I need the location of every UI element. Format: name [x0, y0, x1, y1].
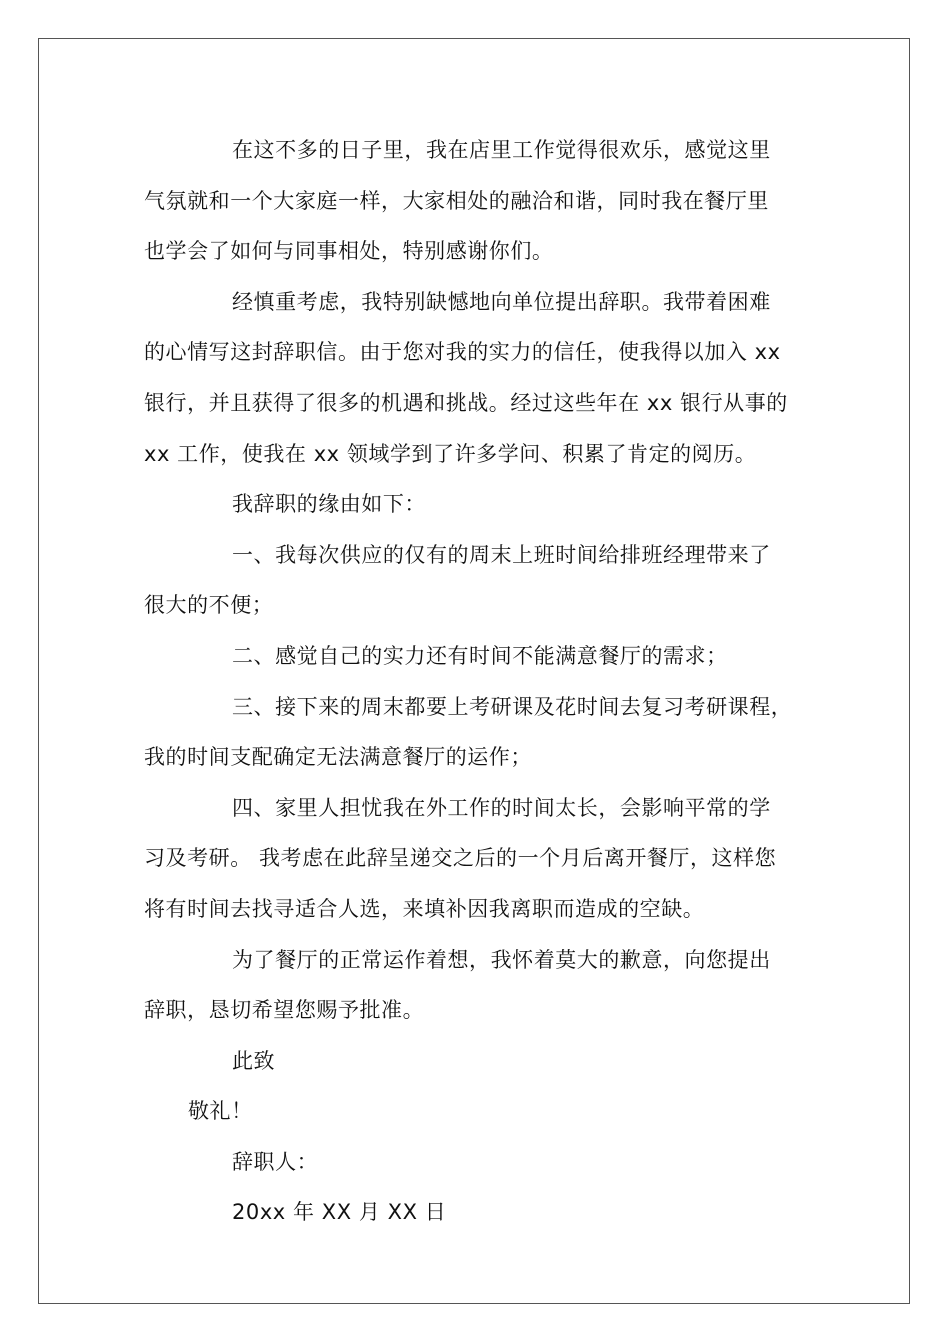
resignation-letter-body: [144, 125, 816, 1238]
reason-item-1-cont: 很大的不便；: [144, 593, 274, 618]
closing-paragraph-cont: 辞职，恳切希望您赐予批准。: [144, 998, 425, 1023]
signature-label: 辞职人：: [232, 1149, 319, 1174]
closing-paragraph: 为了餐厅的正常运作着想，我怀着莫大的歉意，向您提出: [232, 947, 771, 972]
reason-item-3: 三、接下来的周末都要上考研课及花时间去复习考研课程，: [232, 694, 793, 719]
reason-item-2: 二、感觉自己的实力还有时间不能满意餐厅的需求；: [232, 643, 728, 668]
reason-item-4: 四、家里人担忧我在外工作的时间太长，会影响平常的学: [232, 795, 771, 820]
paragraph-line: 气氛就和一个大家庭一样，大家相处的融洽和谐，同时我在餐厅里: [144, 188, 769, 213]
paragraph-line: 也学会了如何与同事相处，特别感谢你们。: [144, 239, 554, 264]
salutation-cizhi: 此致: [232, 1048, 276, 1073]
letter-date: 20xx 年 XX 月 XX 日: [232, 1200, 447, 1225]
reason-item-1: 一、我每次供应的仅有的周末上班时间给排班经理带来了: [232, 542, 771, 567]
paragraph-line: 的心情写这封辞职信。由于您对我的实力的信任，使我得以加入 xx: [144, 340, 781, 365]
paragraph-line: xx 工作，使我在 xx 领域学到了许多学问、积累了肯定的阅历。: [144, 441, 757, 466]
paragraph-line: 银行，并且获得了很多的机遇和挑战。经过这些年在 xx 银行从事的: [144, 390, 788, 415]
paragraph-line: 在这不多的日子里，我在店里工作觉得很欢乐，感觉这里: [232, 138, 771, 162]
reasons-heading: 我辞职的缘由如下：: [232, 492, 426, 517]
paragraph-line: 经慎重考虑，我特别缺憾地向单位提出辞职。我带着困难: [232, 289, 771, 314]
reason-item-3-cont: 我的时间支配确定无法满意餐厅的运作；: [144, 745, 532, 770]
reason-item-4-cont: 习及考研。 我考虑在此辞呈递交之后的一个月后离开餐厅，这样您: [144, 846, 777, 871]
salutation-jingli: 敬礼！: [188, 1099, 253, 1124]
reason-item-4-cont: 将有时间去找寻适合人选，来填补因我离职而造成的空缺。: [144, 896, 705, 921]
